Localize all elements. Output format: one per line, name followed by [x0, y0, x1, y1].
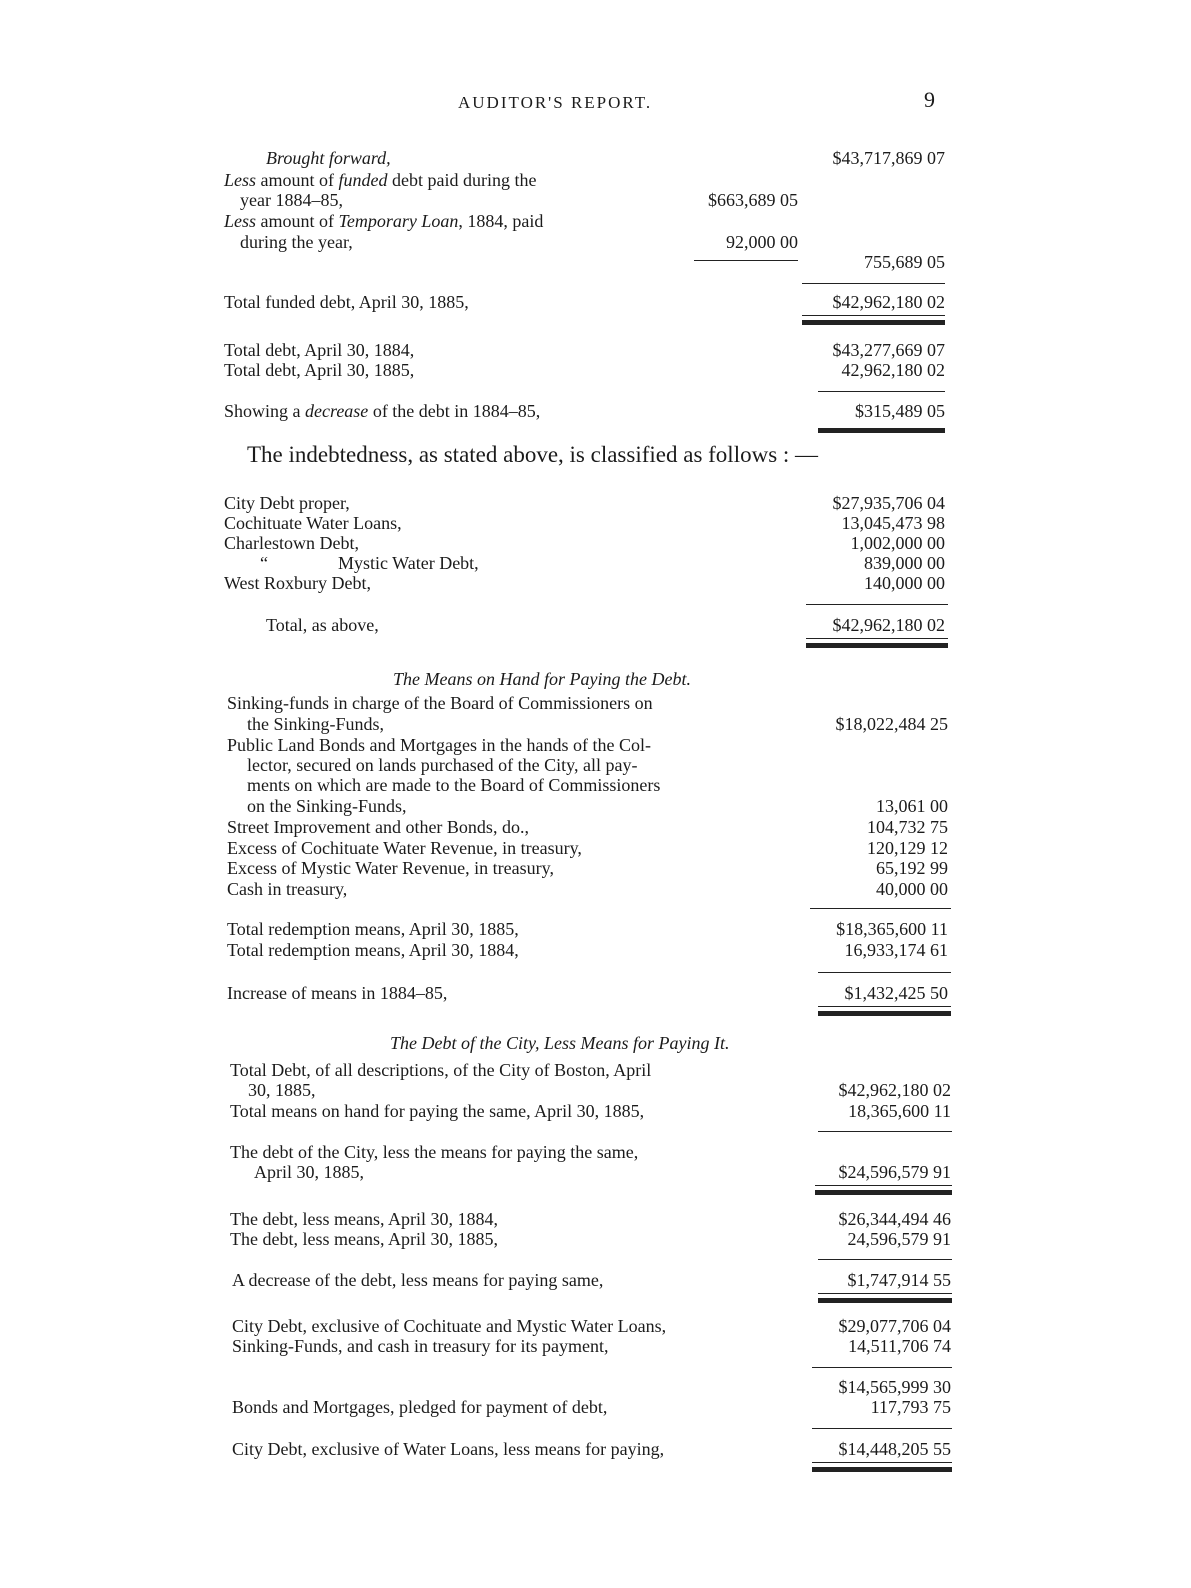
- class-row-mystic-amount: 839,000 00: [864, 553, 945, 573]
- rule-8: [818, 1006, 951, 1007]
- temp-loan-name: Temporary Loan: [338, 211, 459, 231]
- less-1885-amount: 24,596,579 91: [847, 1229, 951, 1249]
- brought-forward-label: Brought forward,: [266, 148, 391, 168]
- class-total-amount: $42,962,180 02: [832, 615, 945, 635]
- running-header: AUDITOR'S REPORT.: [458, 93, 653, 112]
- total-means-1884-amount: 16,933,174 61: [844, 940, 948, 960]
- less-word-2: Less: [224, 211, 257, 231]
- classified-intro: The indebtedness, as stated above, is classified as follows : —: [247, 442, 819, 467]
- less-word: Less: [224, 170, 257, 190]
- bonds-amount: 117,793 75: [870, 1397, 951, 1417]
- less-1884-amount: $26,344,494 46: [838, 1209, 951, 1229]
- less-total-amount: 755,689 05: [864, 252, 945, 272]
- rule-9: [818, 1131, 952, 1132]
- net-decrease-amount: $1,747,914 55: [847, 1270, 951, 1290]
- public-line-3: ments on which are made to the Board of Commissioners: [247, 775, 661, 795]
- class-row-cochituate-amount: 13,045,473 98: [841, 513, 945, 533]
- temp-loan-text-b: , 1884, paid: [458, 211, 544, 231]
- class-row-cochituate-label: Cochituate Water Loans,: [224, 513, 402, 533]
- class-row-westroxbury-amount: 140,000 00: [864, 573, 945, 593]
- final-label: City Debt, exclusive of Water Loans, less means for paying,: [232, 1439, 665, 1459]
- ditto-mark: “: [260, 553, 268, 573]
- subtotal-amount: $14,565,999 30: [838, 1377, 951, 1397]
- class-total-label: Total, as above,: [266, 615, 379, 635]
- showing-decrease-amount: $315,489 05: [855, 401, 945, 421]
- sinking-line-1: Sinking-funds in charge of the Board of Commissioners on: [227, 693, 653, 713]
- exclusive-line-1-amount: $29,077,706 04: [838, 1316, 951, 1336]
- cochituate-excess-amount: 120,129 12: [867, 838, 948, 858]
- rule-10: [815, 1185, 952, 1186]
- rule-1: [802, 283, 945, 284]
- public-amount: 13,061 00: [876, 796, 948, 816]
- increase-amount: $1,432,425 50: [844, 983, 948, 1003]
- total-funded-amount: $42,962,180 02: [832, 292, 945, 312]
- total-debt-1884-amount: $43,277,669 07: [832, 340, 945, 360]
- total-funded-label: Total funded debt, April 30, 1885,: [224, 292, 469, 312]
- sinking-line-2: the Sinking-Funds,: [247, 714, 385, 734]
- class-row-mystic-label: Mystic Water Debt,: [338, 553, 479, 573]
- total-means-1885-label: Total redemption means, April 30, 1885,: [227, 919, 519, 939]
- funded-paid-year: year 1884–85,: [240, 190, 343, 210]
- net-decrease-label: A decrease of the debt, less means for paying same,: [232, 1270, 604, 1290]
- rule-13: [812, 1367, 952, 1368]
- total-means-label: Total means on hand for paying the same, April 30, 1885,: [230, 1101, 645, 1121]
- final-amount: $14,448,205 55: [838, 1439, 951, 1459]
- double-rule-6: [818, 1298, 952, 1303]
- showing-text-b: of the debt in 1884–85,: [372, 401, 541, 421]
- cash-amount: 40,000 00: [876, 879, 948, 899]
- temp-loan-text-a: amount of: [260, 211, 335, 231]
- class-row-charlestown-amount: 1,002,000 00: [850, 533, 945, 553]
- rule-11: [818, 1259, 952, 1260]
- rule-5: [806, 638, 948, 639]
- showing-text-a: Showing a: [224, 401, 301, 421]
- net-heading: The Debt of the City, Less Means for Paying It.: [390, 1033, 730, 1053]
- total-means-1884-label: Total redemption means, April 30, 1884,: [227, 940, 519, 960]
- rule-14: [812, 1428, 952, 1429]
- means-heading: The Means on Hand for Paying the Debt.: [393, 669, 691, 689]
- total-means-amount: 18,365,600 11: [848, 1101, 951, 1121]
- rule-3: [818, 391, 945, 392]
- street-label: Street Improvement and other Bonds, do.,: [227, 817, 529, 837]
- total-debt-1885-amount: 42,962,180 02: [841, 360, 945, 380]
- double-rule-3: [806, 643, 948, 648]
- cochituate-excess-label: Excess of Cochituate Water Revenue, in treasury,: [227, 838, 582, 858]
- public-line-2: lector, secured on lands purchased of the City, all pay-: [247, 755, 638, 775]
- double-rule-5: [815, 1190, 952, 1195]
- bonds-label: Bonds and Mortgages, pledged for payment of debt,: [232, 1397, 608, 1417]
- double-rule-1: [802, 320, 945, 325]
- funded-paid-text-b: debt paid during the: [392, 170, 537, 190]
- cash-label: Cash in treasury,: [227, 879, 348, 899]
- page-number: 9: [924, 87, 935, 112]
- net-amount: $24,596,579 91: [838, 1162, 951, 1182]
- rule-12: [818, 1293, 952, 1294]
- total-debt-amount: $42,962,180 02: [838, 1080, 951, 1100]
- total-means-1885-amount: $18,365,600 11: [836, 919, 948, 939]
- brought-forward-amount: $43,717,869 07: [832, 148, 945, 168]
- total-debt-line-1: Total Debt, of all descriptions, of the City of Boston, April: [230, 1060, 652, 1080]
- total-debt-1884-label: Total debt, April 30, 1884,: [224, 340, 415, 360]
- sinking-amount: $18,022,484 25: [835, 714, 948, 734]
- funded-paid-line: [224, 170, 536, 190]
- less-1884-label: The debt, less means, April 30, 1884,: [230, 1209, 498, 1229]
- funded-word: funded: [338, 170, 388, 190]
- rule-7: [818, 972, 951, 973]
- net-line-1: The debt of the City, less the means for paying the same,: [230, 1142, 639, 1162]
- exclusive-line-1: City Debt, exclusive of Cochituate and Mystic Water Loans,: [232, 1316, 667, 1336]
- class-row-charlestown-label: Charlestown Debt,: [224, 533, 359, 553]
- decrease-word: decrease: [305, 401, 369, 421]
- street-amount: 104,732 75: [867, 817, 948, 837]
- exclusive-line-2: Sinking-Funds, and cash in treasury for its payment,: [232, 1336, 609, 1356]
- double-rule-7: [812, 1467, 952, 1472]
- rule-4: [806, 604, 948, 605]
- temp-loan-line: [224, 211, 543, 231]
- funded-paid-text-a: amount of: [260, 170, 335, 190]
- exclusive-line-2-amount: 14,511,706 74: [848, 1336, 951, 1356]
- rule-2: [802, 315, 945, 316]
- temp-loan-rule: [694, 260, 798, 261]
- increase-label: Increase of means in 1884–85,: [227, 983, 448, 1003]
- class-row-westroxbury-label: West Roxbury Debt,: [224, 573, 372, 593]
- public-line-4: on the Sinking-Funds,: [247, 796, 407, 816]
- class-row-city-label: City Debt proper,: [224, 493, 350, 513]
- total-debt-line-2: 30, 1885,: [248, 1080, 316, 1100]
- less-1885-label: The debt, less means, April 30, 1885,: [230, 1229, 498, 1249]
- temp-loan-during: during the year,: [240, 232, 353, 252]
- showing-decrease-line: [224, 401, 540, 421]
- mystic-excess-amount: 65,192 99: [876, 858, 948, 878]
- double-rule-2: [818, 428, 945, 433]
- funded-paid-amount: $663,689 05: [708, 190, 798, 210]
- double-rule-4: [818, 1011, 951, 1016]
- temp-loan-amount: 92,000 00: [726, 232, 798, 252]
- total-debt-1885-label: Total debt, April 30, 1885,: [224, 360, 415, 380]
- mystic-excess-label: Excess of Mystic Water Revenue, in treasury,: [227, 858, 554, 878]
- rule-6: [810, 908, 951, 909]
- net-line-2: April 30, 1885,: [254, 1162, 364, 1182]
- public-line-1: Public Land Bonds and Mortgages in the hands of the Col-: [227, 735, 651, 755]
- class-row-city-amount: $27,935,706 04: [832, 493, 945, 513]
- rule-15: [812, 1462, 952, 1463]
